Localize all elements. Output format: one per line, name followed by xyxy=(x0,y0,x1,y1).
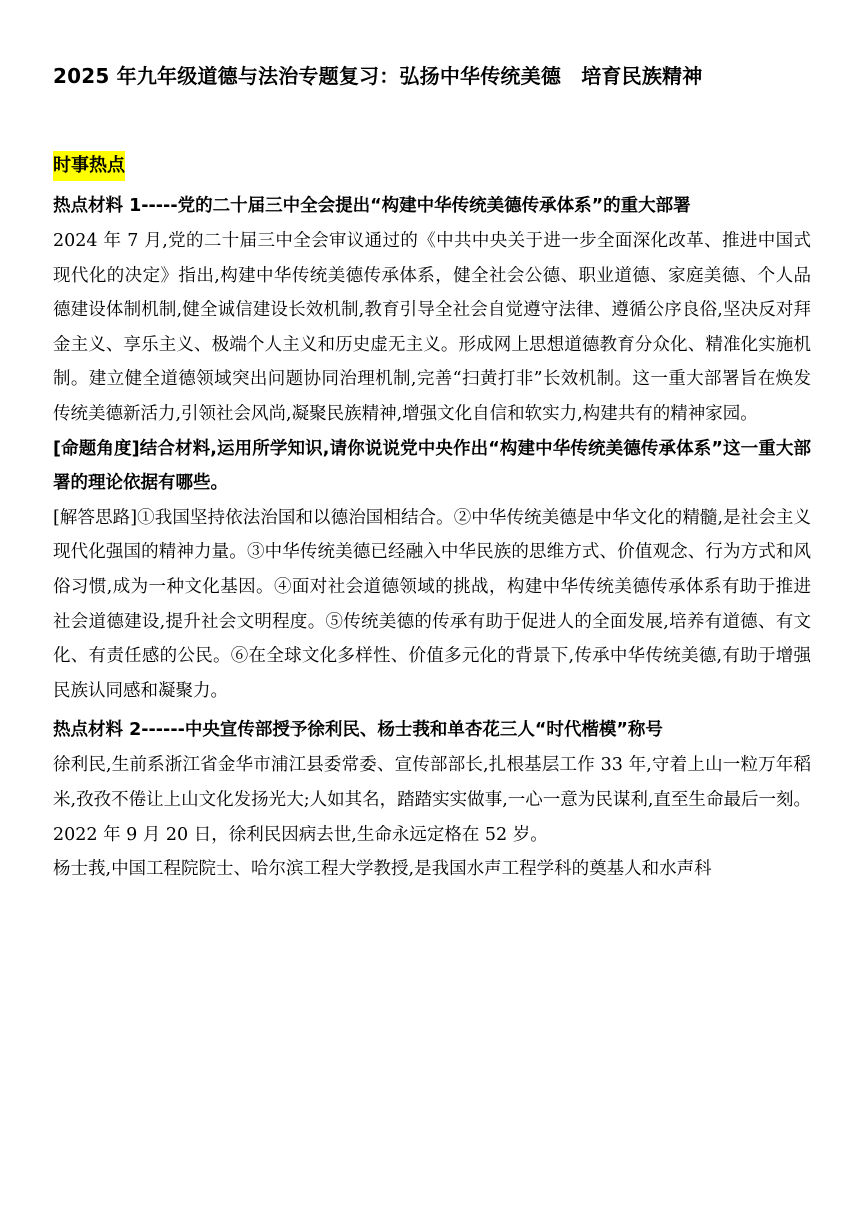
document-title: 2025 年九年级道德与法治专题复习：弘扬中华传统美德 培育民族精神 xyxy=(53,64,703,88)
answer-text: ①我国坚持依法治国和以德治国相结合。②中华传统美德是中华文化的精髓,是社会主义现代化强国的精神力量。③中华传统美德已经融入中华民族的思维方式、价值观念、行为方式和风俗习惯,成为一种文化基因。④面对社会道德领域的挑战，构建中华传统美德传承体系有助于推进社会道德建设,提升社会文明程度。⑤传统美德的传承有助于促进人的全面发展,培养有道德、有文化、有责任感的公民。⑥在全球文化多样性、价值多元化的背景下,传承中华传统美德,有助于增强民族认同感和凝聚力。 xyxy=(53,507,812,701)
material-1-answer xyxy=(53,501,811,709)
section-label-text: 时事热点 xyxy=(53,151,125,181)
material-1-heading: 热点材料 1-----党的二十届三中全会提出“构建中华传统美德传承体系”的重大部署 xyxy=(53,196,691,216)
material-1-question: [命题角度]结合材料,运用所学知识,请你说说党中央作出“构建中华传统美德传承体系”这一重大部署的理论依据有哪些。 xyxy=(53,438,811,494)
material-1-body: 2024 年 7 月,党的二十届三中全会审议通过的《中共中央关于进一步全面深化改革、推进中国式现代化的决定》指出,构建中华传统美德传承体系，健全社会公德、职业道德、家庭美德、个人品德建设体制机制,健全诚信建设长效机制,教育引导全社会自觉遵守法律、遵循公序良俗,坚决反对拜金主义、享乐主义、极端个人主义和历史虚无主义。形成网上思想道德教育分众化、精准化实施机制。建立健全道德领域突出问题协同治理机制,完善“扫黄打非”长效机制。这一重大部署旨在焕发传统美德新活力,引领社会风尚,凝聚民族精神,增强文化自信和软实力,构建共有的精神家园。 xyxy=(53,231,811,424)
section-label xyxy=(53,148,811,184)
material-2-paragraph-2: 杨士莪,中国工程院院士、哈尔滨工程大学教授,是我国水声工程学科的奠基人和水声科 xyxy=(53,859,712,880)
answer-tag: [解答思路] xyxy=(53,507,138,528)
document-page xyxy=(53,58,811,887)
material-2-heading: 热点材料 2------中央宣传部授予徐利民、杨士莪和单杏花三人“时代楷模”称号 xyxy=(53,720,663,741)
material-2-paragraph-1: 徐利民,生前系浙江省金华市浦江县委常委、宣传部部长,扎根基层工作 33 年,守着上山一粒万年稻米,孜孜不倦让上山文化发扬光大;人如其名，踏踏实实做事,一心一意为民谋利,直至生命最后一刻。2022 年 9 月 20 日，徐利民因病去世,生命永远定格在 52 岁。 xyxy=(53,755,811,845)
